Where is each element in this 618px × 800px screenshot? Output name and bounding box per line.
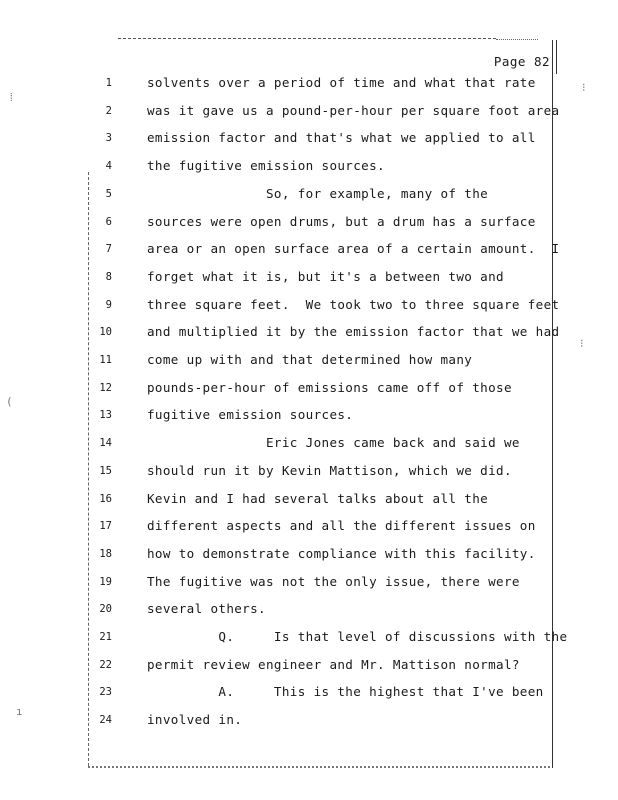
line-number: 5 [105, 187, 112, 200]
line-number: 22 [99, 658, 112, 671]
line-text: permit review engineer and Mr. Mattison normal? [147, 656, 520, 672]
transcript-line [0, 598, 618, 625]
right-margin-line-double [556, 40, 557, 74]
transcript-line [0, 460, 618, 487]
scan-artifact: ⁝ [580, 337, 584, 350]
transcript-line [0, 543, 618, 570]
scan-artifact: ı [16, 705, 23, 718]
transcript-line [0, 681, 618, 708]
transcript-line [0, 211, 618, 238]
line-text: forget what it is, but it's a between two and [147, 268, 504, 284]
page-number: Page 82 [493, 54, 550, 69]
line-number: 2 [105, 104, 112, 117]
line-text: involved in. [147, 712, 243, 728]
line-number: 17 [99, 520, 112, 533]
line-number: 4 [105, 160, 112, 173]
scan-artifact: ⁝ [582, 81, 586, 94]
transcript-line [0, 515, 618, 542]
scan-artifact: ⁞ [8, 91, 15, 104]
line-text: area or an open surface area of a certain amount. I [147, 241, 560, 257]
transcript-line [0, 238, 618, 265]
line-number: 8 [105, 270, 112, 283]
top-border-rule [118, 38, 496, 39]
transcript-line [0, 404, 618, 431]
line-number: 20 [99, 603, 112, 616]
line-text: pounds-per-hour of emissions came off of those [147, 379, 512, 395]
line-number: 18 [99, 547, 112, 560]
transcript-line [0, 377, 618, 404]
line-number: 24 [99, 714, 112, 727]
line-number: 12 [99, 381, 112, 394]
transcript-line [0, 100, 618, 127]
line-number: 10 [99, 326, 112, 339]
line-text: the fugitive emission sources. [147, 158, 385, 174]
line-text: several others. [147, 601, 266, 617]
transcript-line [0, 72, 618, 99]
line-number: 7 [105, 243, 112, 256]
line-number: 13 [99, 409, 112, 422]
line-text: should run it by Kevin Mattison, which we did. [147, 462, 512, 478]
transcript-line [0, 432, 618, 459]
transcript-line [0, 654, 618, 681]
line-number: 21 [99, 631, 112, 643]
transcript-line [0, 321, 618, 348]
line-text: So, for example, many of the [147, 185, 489, 201]
line-text: come up with and that determined how many [147, 352, 473, 367]
line-text: sources were open drums, but a drum has a surface [147, 213, 536, 229]
line-text: fugitive emission sources. [147, 407, 354, 423]
transcript-line [0, 709, 618, 736]
line-text: emission factor and that's what we applied to all [147, 130, 536, 146]
bottom-border-rule [88, 766, 550, 768]
line-text: The fugitive was not the only issue, there were [147, 573, 520, 589]
line-text: Kevin and I had several talks about all the [147, 490, 489, 506]
line-text: Eric Jones came back and said we [147, 435, 520, 451]
transcript-line [0, 183, 618, 210]
transcript-line [0, 571, 618, 598]
line-number: 3 [105, 132, 112, 145]
line-number: 14 [99, 437, 112, 450]
transcript-line [0, 294, 618, 321]
line-number: 9 [105, 298, 112, 311]
line-text: solvents over a period of time and what that rate [147, 75, 536, 90]
line-number: 11 [99, 354, 112, 366]
line-text: was it gave us a pound-per-hour per square foot area [147, 102, 560, 118]
transcript-line [0, 127, 618, 154]
line-text: different aspects and all the different issues on [147, 518, 536, 534]
transcript-line [0, 626, 618, 653]
top-border-rule-right [496, 39, 538, 40]
transcript-line [0, 266, 618, 293]
line-text: A. This is the highest that I've been [147, 684, 544, 700]
line-number: 15 [99, 464, 112, 477]
line-text: three square feet. We took two to three square feet [147, 296, 560, 312]
line-number: 6 [105, 215, 112, 228]
line-number: 19 [99, 575, 112, 588]
line-text: how to demonstrate compliance with this facility. [147, 545, 536, 561]
line-number: 1 [105, 77, 112, 89]
line-text: Q. Is that level of discussions with the [147, 629, 568, 644]
transcript-line [0, 488, 618, 515]
scan-artifact: ( [6, 395, 13, 408]
line-number: 16 [99, 492, 112, 505]
line-number: 23 [99, 686, 112, 699]
transcript-line [0, 155, 618, 182]
transcript-line [0, 349, 618, 376]
line-text: and multiplied it by the emission factor that we had [147, 324, 560, 340]
